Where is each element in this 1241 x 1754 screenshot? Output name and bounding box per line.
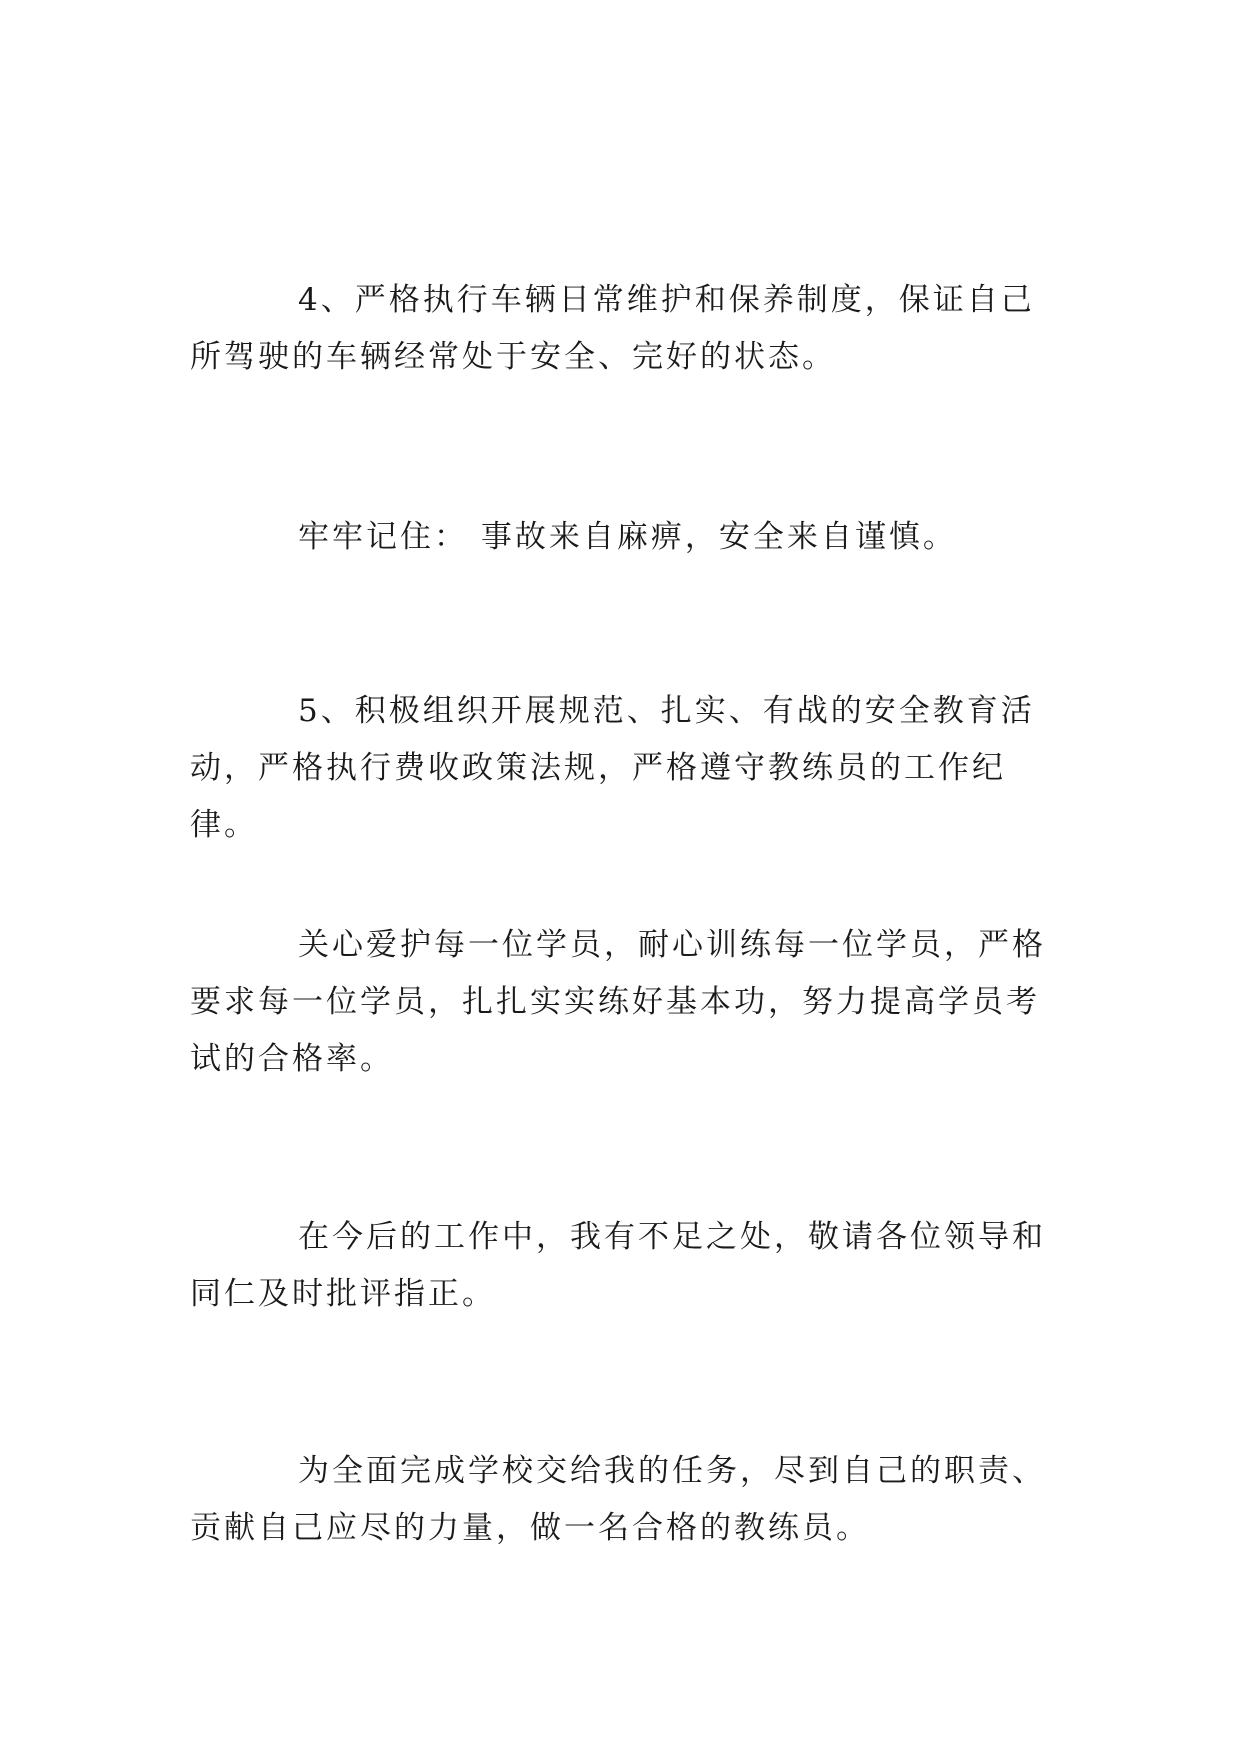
paragraph-safety-motto: 牢牢记住： 事故来自麻痹，安全来自谨慎。 [298, 519, 957, 555]
paragraph-feedback-request: 在今后的工作中，我有不足之处，敬请各位领导和同仁及时批评指正。 [190, 1219, 1046, 1312]
paragraph-closing-commitment: 为全面完成学校交给我的任务，尽到自己的职责、贡献自己应尽的力量，做一名合格的教练员。 [190, 1453, 1046, 1546]
paragraph-student-care: 关心爱护每一位学员，耐心训练每一位学员，严格要求每一位学员，扎扎实实练好基本功，努力提高学员考试的合格率。 [190, 927, 1046, 1077]
paragraph-safety-education: 5、积极组织开展规范、扎实、有战的安全教育活动，严格执行费收政策法规，严格遵守教练员的工作纪律。 [190, 693, 1035, 843]
paragraph-vehicle-maintenance: 4、严格执行车辆日常维护和保养制度，保证自己所驾驶的车辆经常处于安全、完好的状态。 [190, 282, 1035, 375]
